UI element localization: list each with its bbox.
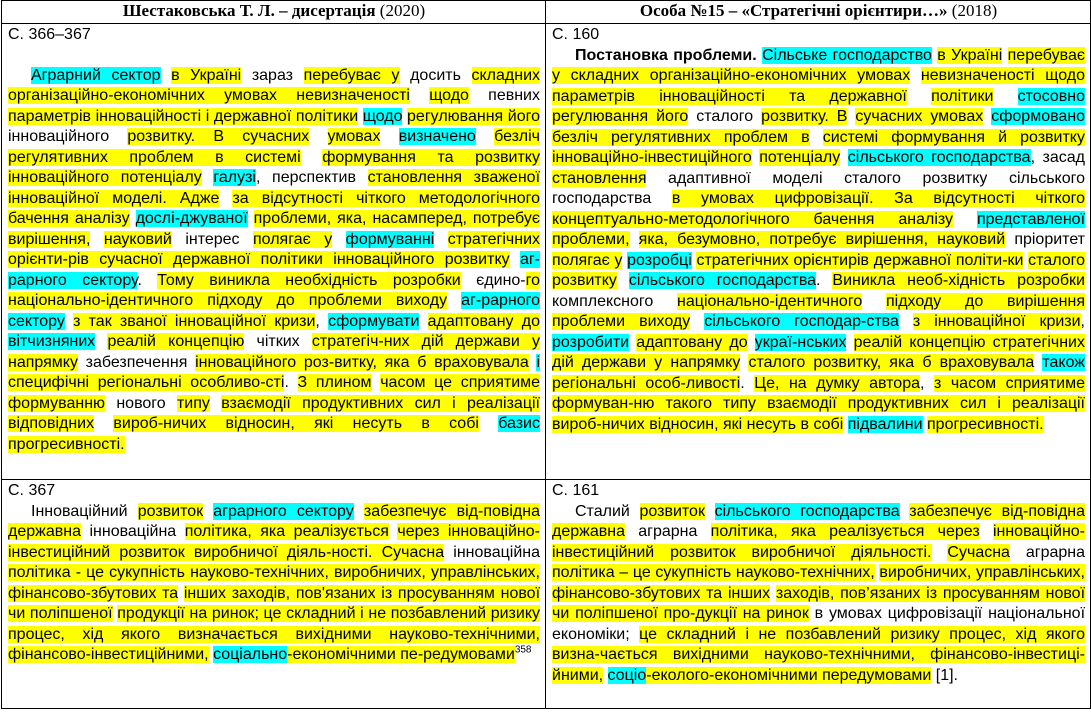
left-page-number-2: С. 367 — [8, 482, 56, 499]
reference-marker: [1]. — [935, 666, 958, 684]
left-paragraph-1: Аграрний сектор в Україні зараз перебуває у досить складних організаційно-економічних умовах невизначеності щодо певних параметрів інноваційності і державної політики щодо регулювання його інноваційного розвитку. В сучасних умовах визначено безліч регулятивних проблем в системі формування та розвитку інноваційного потенціалу галузі, перспектив становлення зваженої інноваційної моделі. Адже за відсутності чіткого методологічного бачення аналізу дослі-джуваної проблеми, яка, насамперед, потребує вирішення, науковий інтерес полягає у формуванні стратегічних орієнти-рів сучасної державної політики інноваційного розвитку аг-рарного сектору. Тому виникла необхідність розробки єдино-го національно-ідентичного підходу до проблеми виходу аг-рарного сектору з так званої інноваційної кризи, сформувати адаптовану до вітчизняних реалій концепцію чітких стратегіч-них дій держави у напрямку забезпечення інноваційного роз-витку, яка б враховувала і специфічні регіональні особливо-сті. З плином часом це сприятиме формуванню нового типу взаємодії продуктивних сил і реалізації відповідних вироб-ничих відносин, які несуть в собі базис прогресивності. — [8, 66, 541, 453]
right-paragraph-1: Постановка проблеми. Сільське господарство в Україні перебуває у складних організаційно-економічних умовах невизначеності щодо параметрів інноваційності та державної політики стосовно регулювання його сталого розвитку. В сучасних умовах сформовано безліч регулятивних проблем в системі формування й розвитку інноваційно-інвестиційного потенціалу сільського господарства, засад становлення адаптивної моделі сталого розвитку сільського господарства в умовах цифровізації. За відсутності чіткого концептуально-методологічного бачення аналізу представленої проблеми, яка, безумовно, потребує вирішення, науковий пріоритет полягає у розробці стратегічних орієнтирів державної політи-ки сталого розвитку сільського господарства. Виникла необ-хідність розробки комплексного національно-ідентичного підходу до вирішення проблеми виходу сільського господар-ства з інноваційної кризи, розробити адаптовану до украї-нських реалій концепцію стратегічних дій держави у напрямку сталого розвитку, яка б враховувала також регіональні особ-ливості. Це, на думку автора, з часом сприятиме формуван-ню такого типу взаємодії продуктивних сил і реалізації вироб-ничих відносин, які несуть в собі підвалини прогресивності. — [552, 46, 1086, 433]
right-page-number-2: С. 161 — [552, 482, 600, 499]
left-page-number-1: С. 366–367 — [8, 26, 91, 43]
comparison-table — [1, 0, 1091, 709]
right-source-header — [546, 1, 1091, 24]
left-cell-1 — [2, 24, 546, 480]
left-author: Шестаковська Т. Л. – дисертація — [122, 1, 376, 20]
right-cell-1 — [546, 24, 1091, 480]
right-paragraph-2: Сталий розвиток сільського господарства забезпечує від-повідна державна аграрна політика, яка реалізується через інноваційно-інвестиційний розвиток виробничої діяльності. Сучасна аграрна політика – це сукупність науково-технічних, виробничих, управлінських, фінансово-збутових та інших заходів, пов’язаних із просуванням нової чи поліпшеної про-дукції на ринок в умовах цифровізації національної економіки; це складний і не позбавлений ризику процес, хід якого визна-чається вихідними науково-технічними, фінансово-інвестиці-йними, соціо-еколого-економічними передумовами [1]. — [552, 502, 1086, 684]
right-author: Особа №15 – «Стратегічні орієнтири…» — [639, 1, 948, 20]
comparison-row-2 — [2, 480, 1091, 709]
comparison-row-1 — [2, 24, 1091, 480]
left-source-header — [2, 1, 546, 24]
footnote-marker: 358 — [514, 644, 532, 656]
right-cell-2 — [546, 480, 1091, 709]
right-page-number-1: С. 160 — [552, 26, 600, 43]
problem-statement-lead: Постановка проблеми. — [575, 46, 757, 64]
left-paragraph-2: Інноваційний розвиток аграрного сектору забезпечує від-повідна державна інноваційна політика, яка реалізується через інноваційно-інвестиційний розвиток виробничої діяль-ності. Сучасна інноваційна політика - це сукупність науково-технічних, виробничих, управлінських, фінансово-збутових та інших заходів, пов'язаних із просуванням нової чи поліпшеної продукції на ринок; це складний і не позбавлений ризику процес, хід якого визначається вихідними науково-технічними, фінансово-інвестиційними, соціально-економічними пе-редумовами$^{358}$ — [8, 502, 541, 663]
right-year: (2018) — [951, 1, 998, 20]
header-row — [2, 1, 1091, 24]
left-cell-2 — [2, 480, 546, 709]
left-year: (2020) — [379, 1, 426, 20]
